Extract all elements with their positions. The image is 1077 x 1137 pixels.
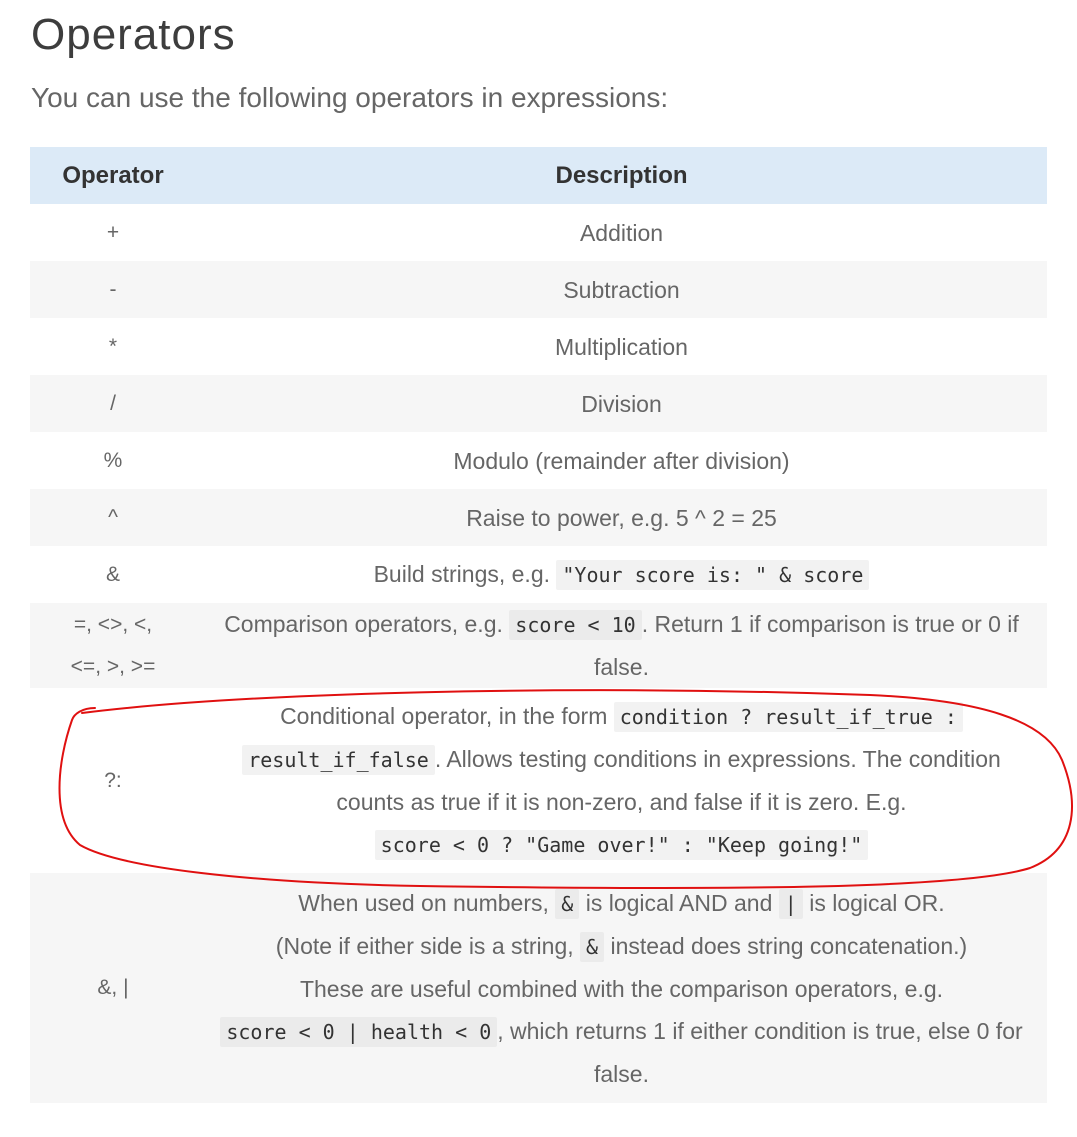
description-text: . Allows testing conditions in expressions. The condition counts as true if it is non-zero, and false if it is zero. E.g. bbox=[336, 746, 1001, 815]
description-text: instead does string concatenation.) bbox=[604, 932, 968, 959]
page-title: Operators bbox=[31, 10, 236, 59]
table-row bbox=[30, 688, 1047, 873]
description-text: is logical AND and bbox=[579, 889, 779, 916]
table-row bbox=[30, 261, 1047, 318]
table-row bbox=[30, 318, 1047, 375]
table-row bbox=[30, 204, 1047, 261]
table-row bbox=[30, 873, 1047, 1103]
description-text: When used on numbers, bbox=[298, 889, 556, 916]
operator-cell: + bbox=[106, 220, 120, 244]
table-row bbox=[30, 489, 1047, 546]
operator-cell: - bbox=[30, 261, 196, 318]
intro-text: You can use the following operators in expressions: bbox=[31, 82, 669, 113]
operator-cell: &, | bbox=[30, 873, 196, 1103]
description-text: , which returns 1 if either condition is true, else 0 for false. bbox=[497, 1017, 1023, 1087]
table-header-row bbox=[30, 147, 1047, 204]
header-description: Description bbox=[196, 147, 1047, 204]
operator-cell bbox=[30, 603, 196, 688]
code-snippet: "Your score is: " & score bbox=[556, 560, 869, 590]
operator-cell: / bbox=[30, 375, 196, 432]
description-text: is logical OR. bbox=[802, 889, 945, 916]
description-text: These are useful combined with the comparison operators, e.g. bbox=[299, 975, 944, 1002]
operator-cell: ?: bbox=[104, 768, 122, 792]
description-cell bbox=[196, 873, 1047, 1103]
code-snippet: score < 0 | health < 0 bbox=[220, 1017, 497, 1047]
code-snippet: & bbox=[555, 889, 579, 919]
description-text: . Return 1 if comparison is true or 0 if false. bbox=[594, 611, 1019, 680]
description-cell: Raise to power, e.g. 5 ^ 2 = 25 bbox=[196, 489, 1047, 546]
code-snippet: condition ? result_if_true : bbox=[614, 702, 963, 732]
description-cell: Division bbox=[196, 375, 1047, 432]
operator-cell: ^ bbox=[30, 489, 196, 546]
operator-cell: * bbox=[108, 334, 118, 358]
description-cell: Subtraction bbox=[196, 261, 1047, 318]
description-text: Comparison operators, e.g. bbox=[224, 611, 510, 637]
operator-cell: & bbox=[105, 562, 120, 586]
code-snippet: score < 10 bbox=[509, 610, 641, 640]
operator-line: =, <>, <, bbox=[73, 612, 153, 636]
code-snippet: score < 0 ? "Game over!" : "Keep going!" bbox=[375, 830, 869, 860]
table-row bbox=[30, 603, 1047, 688]
code-snippet: | bbox=[779, 889, 803, 919]
description-cell bbox=[196, 603, 1047, 688]
table-row bbox=[30, 546, 1047, 603]
description-cell bbox=[196, 546, 1047, 603]
code-snippet: & bbox=[580, 932, 604, 962]
operators-table bbox=[30, 147, 1047, 1103]
table-row bbox=[30, 375, 1047, 432]
description-text: Build strings, e.g. bbox=[373, 561, 557, 587]
code-snippet: result_if_false bbox=[242, 745, 435, 775]
table-row bbox=[30, 432, 1047, 489]
description-cell bbox=[196, 688, 1047, 873]
description-cell: Modulo (remainder after division) bbox=[453, 447, 790, 474]
operator-line: <=, >, >= bbox=[70, 654, 156, 678]
description-text: (Note if either side is a string, bbox=[275, 932, 581, 959]
header-operator: Operator bbox=[30, 147, 196, 204]
operator-cell: % bbox=[103, 448, 123, 472]
description-cell: Multiplication bbox=[555, 333, 688, 360]
description-cell: Addition bbox=[579, 219, 664, 246]
description-text: Conditional operator, in the form bbox=[280, 703, 614, 729]
